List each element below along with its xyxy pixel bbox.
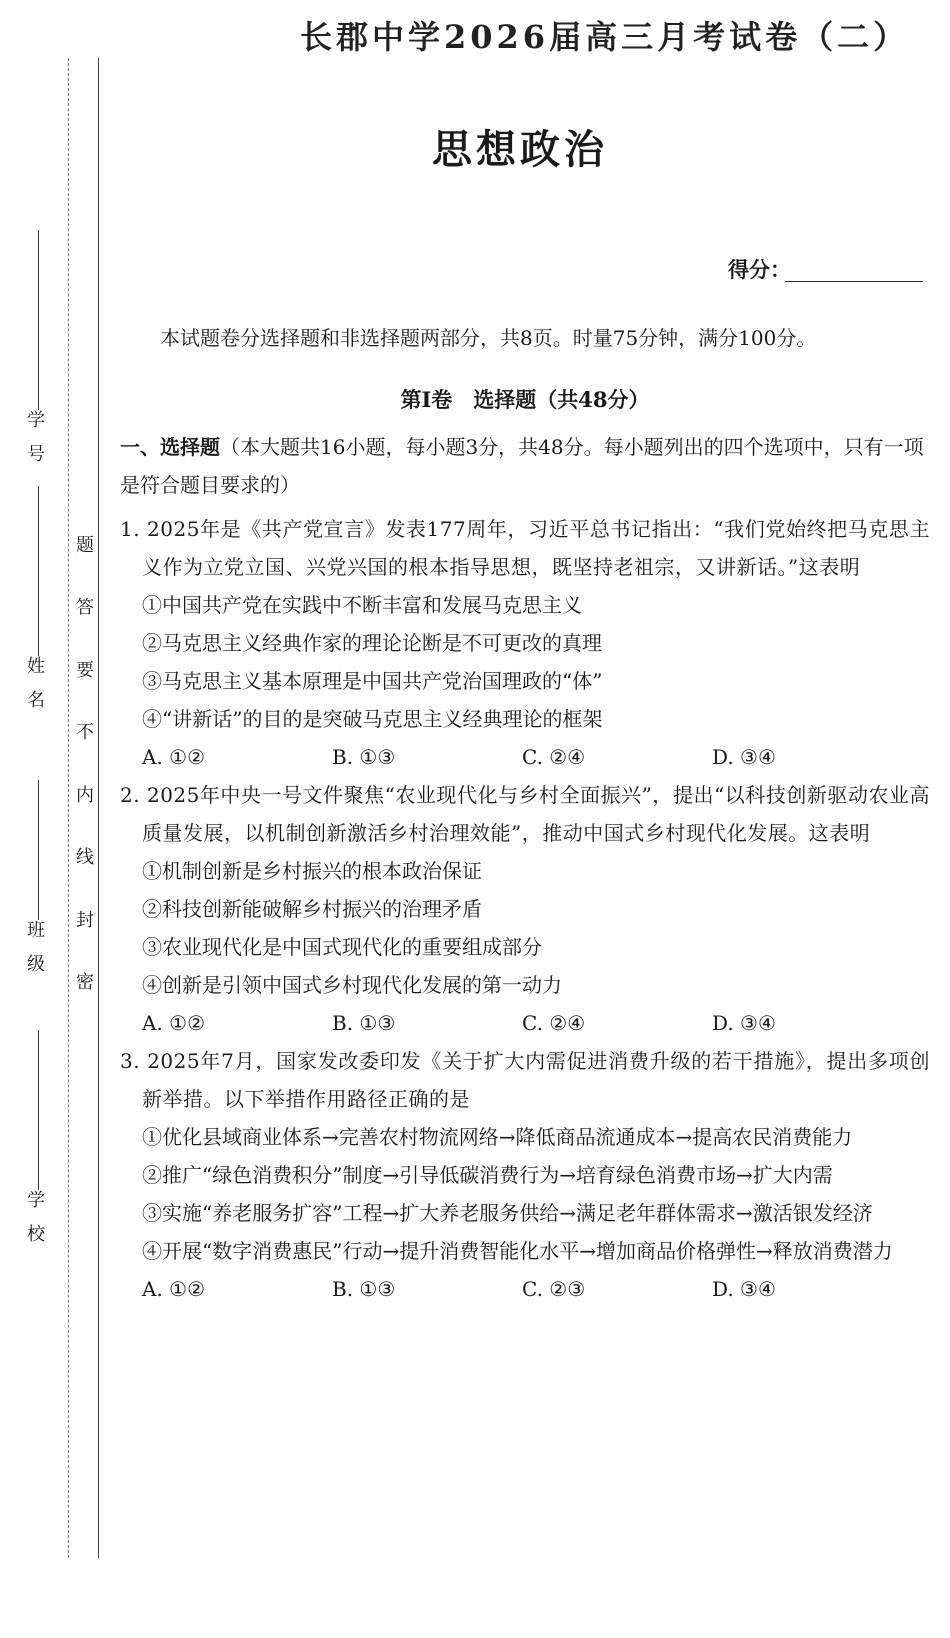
seal-char: 不: [76, 722, 94, 743]
student-id-blank: [38, 230, 40, 410]
seal-char: 密: [76, 972, 94, 993]
statement-item: ③农业现代化是中国式现代化的重要组成部分: [142, 935, 542, 959]
question-1: [120, 510, 930, 776]
option-c[interactable]: C. ②④: [522, 1011, 586, 1035]
question-stem: 3. 2025年7月，国家发改委印发《关于扩大内需促进消费升级的若干措施》，提出多项创新举措。以下举措作用路径正确的是: [120, 1049, 930, 1111]
statement-item: ①优化县域商业体系→完善农村物流网络→降低商品流通成本→提高农民消费能力: [142, 1125, 853, 1149]
option-a[interactable]: A. ①②: [142, 745, 206, 769]
seal-char: 线: [76, 847, 94, 868]
margin-solid-line: [98, 58, 99, 1558]
exam-series-title: 长郡中学2026届高三月考试卷（二）: [300, 18, 910, 56]
option-d[interactable]: D. ③④: [712, 1277, 776, 1301]
seal-char: 封: [76, 910, 94, 931]
section-description: （本大题共16小题，每小题3分，共48分。每小题列出的四个选项中，只有一项是符合题目要求的）: [120, 435, 924, 497]
school-blank: [38, 1030, 40, 1190]
question-2: [120, 776, 930, 1042]
score-label: 得分：: [728, 258, 791, 282]
student-id-field: [24, 230, 50, 478]
answer-options: [120, 738, 930, 776]
option-b[interactable]: B. ①③: [332, 1277, 396, 1301]
subject-title: 思想政治: [432, 127, 608, 173]
seal-char: 答: [76, 597, 94, 618]
statement-item: ②马克思主义经典作家的理论论断是不可更改的真理: [142, 631, 602, 655]
name-blank: [38, 486, 40, 656]
option-b[interactable]: B. ①③: [332, 745, 396, 769]
statement-item: ①中国共产党在实践中不断丰富和发展马克思主义: [142, 593, 582, 617]
option-d[interactable]: D. ③④: [712, 1011, 776, 1035]
class-blank: [38, 780, 40, 920]
question-section: [120, 428, 930, 1308]
statement-item: ②科技创新能破解乡村振兴的治理矛盾: [142, 897, 482, 921]
class-field: [24, 780, 50, 988]
option-c[interactable]: C. ②④: [522, 745, 586, 769]
option-d[interactable]: D. ③④: [712, 745, 776, 769]
option-b[interactable]: B. ①③: [332, 1011, 396, 1035]
seal-dashed-line: [68, 58, 69, 1558]
statement-item: ③马克思主义基本原理是中国共产党治国理政的“体”: [142, 669, 603, 693]
exam-instructions: 本试题卷分选择题和非选择题两部分，共8页。时量75分钟，满分100分。: [160, 326, 817, 350]
statement-item: ④创新是引领中国式乡村现代化发展的第一动力: [142, 973, 562, 997]
statement-item: ①机制创新是乡村振兴的根本政治保证: [142, 859, 482, 883]
statement-item: ④“讲新话”的目的是突破马克思主义经典理论的框架: [142, 707, 603, 731]
seal-char: 要: [76, 660, 94, 681]
seal-char: 内: [76, 785, 94, 806]
name-field: [24, 486, 50, 724]
school-label: 学校: [24, 1190, 45, 1258]
school-field: [24, 1030, 50, 1258]
question-stem: 1. 2025年是《共产党宣言》发表177周年，习近平总书记指出：“我们党始终把马克思主义作为立党立国、兴党兴国的根本指导思想，既坚持老祖宗，又讲新话。”这表明: [120, 517, 930, 579]
part-title: 第Ⅰ卷 选择题（共48分）: [400, 387, 650, 412]
page-bottom-mask: [0, 1558, 950, 1638]
name-label: 姓名: [24, 656, 45, 724]
statement-item: ②推广“绿色消费积分”制度→引导低碳消费行为→培育绿色消费市场→扩大内需: [142, 1163, 833, 1187]
section-heading: [120, 428, 930, 504]
student-id-label: 学号: [24, 410, 45, 478]
option-c[interactable]: C. ②③: [522, 1277, 586, 1301]
section-title: 一、选择题: [120, 435, 220, 459]
class-label: 班级: [24, 920, 45, 988]
statement-item: ④开展“数字消费惠民”行动→提升消费智能化水平→增加商品价格弹性→释放消费潜力: [142, 1239, 893, 1263]
question-stem: 2. 2025年中央一号文件聚焦“农业现代化与乡村全面振兴”，提出“以科技创新驱动农业高质量发展，以机制创新激活乡村治理效能”，推动中国式乡村现代化发展。这表明: [120, 783, 930, 845]
seal-char: 题: [76, 535, 94, 556]
option-a[interactable]: A. ①②: [142, 1277, 206, 1301]
statement-item: ③实施“养老服务扩容”工程→扩大养老服务供给→满足老年群体需求→激活银发经济: [142, 1201, 873, 1225]
answer-options: [120, 1004, 930, 1042]
answer-options: [120, 1270, 930, 1308]
option-a[interactable]: A. ①②: [142, 1011, 206, 1035]
score-blank[interactable]: [785, 281, 923, 282]
question-3: [120, 1042, 930, 1308]
